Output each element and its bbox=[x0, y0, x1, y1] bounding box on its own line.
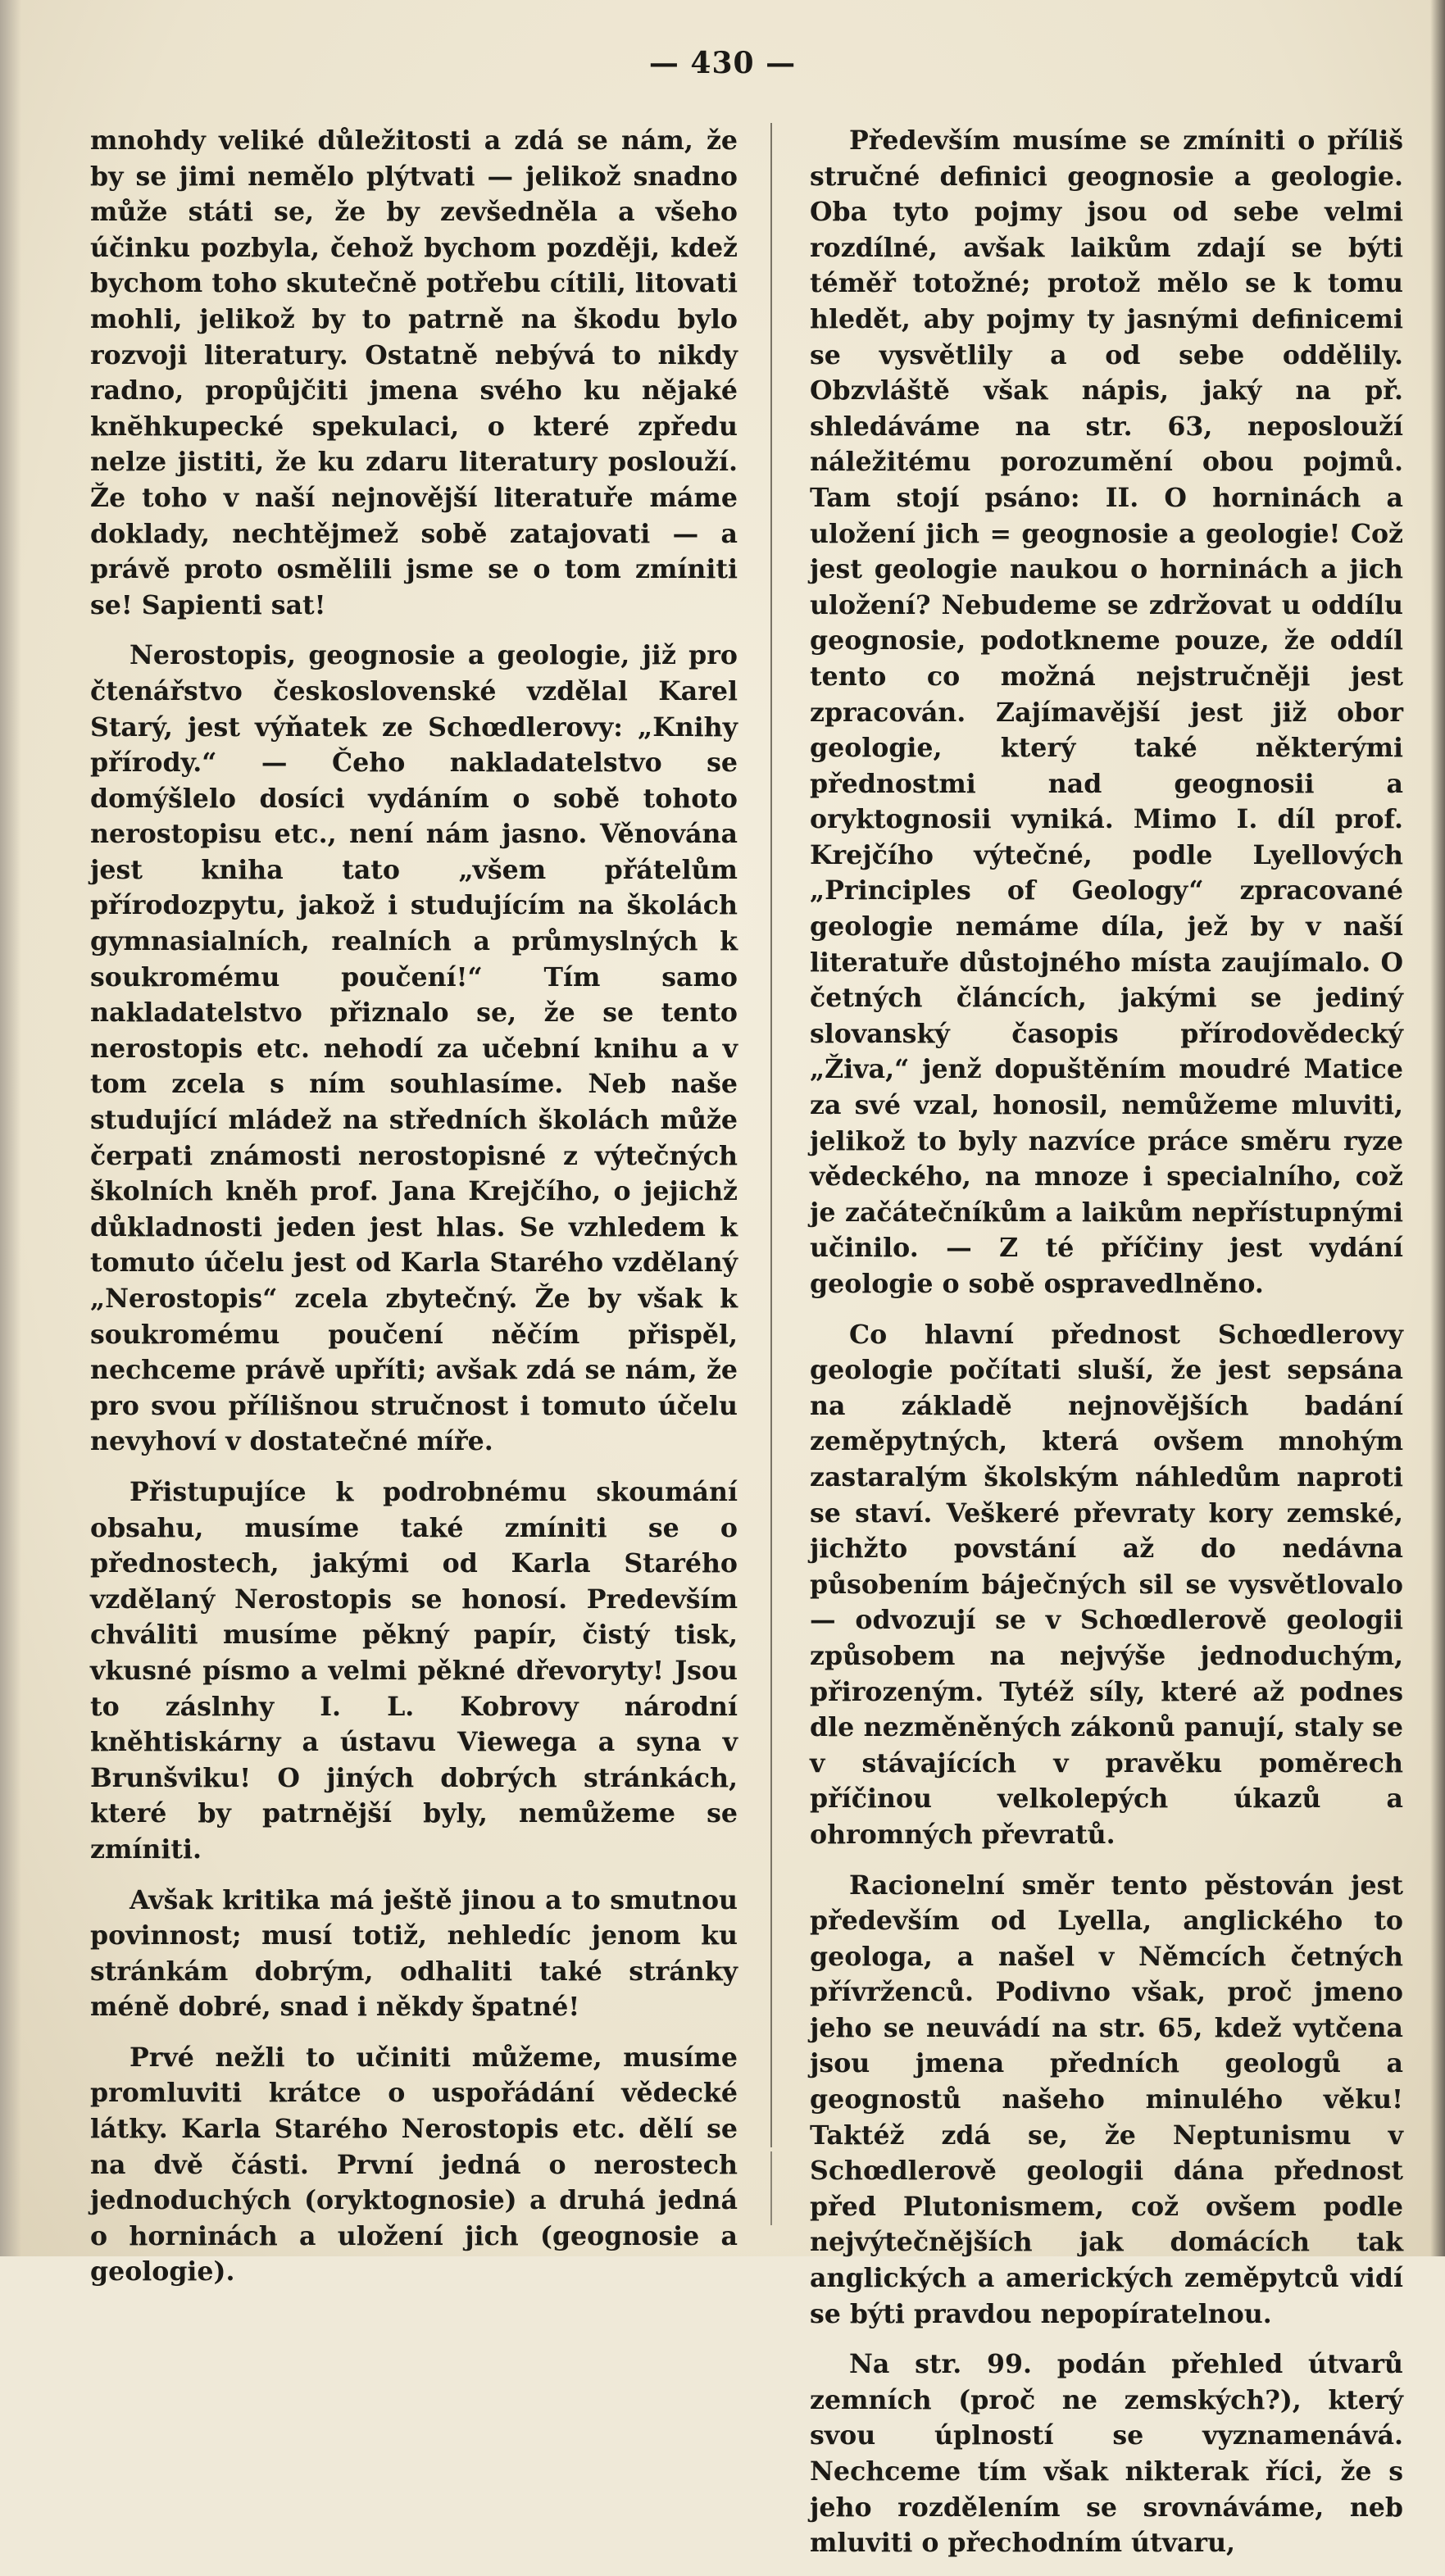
paragraph: Co hlavní přednost Schœdlerovy geologie počítati sluší, že jest sepsána na základě nejnovějších badání zeměpytných, která ovšem mnohým zastaralým školským náhledům naproti se staví. Veškeré převraty kory zemské, jichžto povstání až do nedávna působením báječných sil se vysvětlovalo — odvozují se v Schœdlerově geologii způsobem na nejvýše jednoduchým, přirozeným. Tytéž síly, které až podnes dle nezměněných zákonů panují, staly se v stávajících v pravěku poměrech příčinou velkolepých úkazů a ohromných převratů. bbox=[810, 1319, 1403, 1850]
paragraph: Nerostopis, geognosie a geologie, již pro čtenářstvo československé vzdělal Karel Starý, jest výňatek ze Schœdlerovy: „Knihy přírody.“ — Čeho nakladatelstvo se domýšlelo dosíci vydáním o sobě tohoto nerostopisu etc., není nám jasno. Věnována jest kniha tato „všem přátelům přírodozpytu, jakož i studujícím na školách gymnasialních, realních a průmyslných k soukromému poučení!“ Tím samo nakladatelstvo přiznalo se, že se tento nerostopis etc. nehodí za učební knihu a v tom zcela s ním souhlasíme. Neb naše studující mládež na středních školách může čerpati známosti nerostopisné z výtečných školních kněh prof. Jana Krejčího, o jejichž důkladnosti jeden jest hlas. Se vzhledem k tomuto účelu jest od Karla Starého vzdělaný „Nerostopis“ zcela zbytečný. Že by však k soukromému poučení něčím přispěl, nechceme právě upříti; avšak zdá se nám, že pro svou přílišnou stručnost i tomuto účelu nevyhoví v dostatečné míře. bbox=[90, 640, 738, 1457]
column-divider-lower bbox=[770, 2151, 772, 2225]
page-right-edge bbox=[1430, 0, 1445, 2256]
paragraph: Přistupujíce k podrobnému skoumání obsahu, musíme také zmíniti se o přednostech, jakými od Karla Starého vzdělaný Nerostopis se honosí. Predevším chváliti musíme pěkný papír, čistý tisk, vkusné písmo a velmi pěkné dřevoryty! Jsou to záslnhy I. L. Kobrovy národní kněhtiskárny a ústavu Viewega a syna v Brunšviku! O jiných dobrých stránkách, které by patrnější byly, nemůžeme se zmíniti. bbox=[90, 1476, 738, 1865]
left-column bbox=[90, 123, 738, 2305]
paragraph: Racionelní směr tento pěstován jest především od Lyella, anglického to geologa, a našel v Němcích četných přívrženců. Podivno však, proč jmeno jeho se neuvádí na str. 65, kdež vytčena jsou jmena předních geologů a geognostů našeho minulého věku! Taktéž zdá se, že Neptunismu v Schœdlerově geologii dána přednost před Plutonismem, což ovšem podle nejvýtečnějších jak domácích tak anglických a amerických zeměpytců vidí se býti pravdou nepopíratelnou. bbox=[810, 1870, 1403, 2329]
page-number: — 430 — bbox=[648, 46, 797, 80]
paragraph: mnohdy veliké důležitosti a zdá se nám, že by se jimi nemělo plýtvati — jelikož snadno může státi se, že by zevšedněla a všeho účinku pozbyla, čehož bychom později, kdež bychom toho skutečně potřebu cítili, litovati mohli, jelikož by to patrně na škodu bylo rozvoji literatury. Ostatně nebývá to nikdy radno, propůjčiti jmena svého ku nějaké knĕhkupecké spekulaci, o které zpředu nelze jistiti, že ku zdaru literatury poslouží. Že toho v naší nejnovější literatuře máme doklady, nechtějmež sobě zatajovati — a právě proto osmělili jsme se o tom zmíniti se! Sapienti sat! bbox=[90, 125, 738, 620]
paragraph: Především musíme se zmíniti o příliš stručné definici geognosie a geologie. Oba tyto pojmy jsou od sebe velmi rozdílné, avšak laikům zdají se býti téměř totožné; protož mělo se k tomu hledět, aby pojmy ty jasnými definicemi se vysvětlily a od sebe oddělily. Obzvláště však nápis, jaký na př. shledáváme na str. 63, neposlouží náležitému porozumění obou pojmů. Tam stojí psáno: II. O horninách a uložení jich = geognosie a geologie! Což jest geologie naukou o horninách a jich uložení? Nebudeme se zdržovat u oddílu geognosie, podotkneme pouze, že oddíl tento co možná nejstručněji jest zpracován. Zajímavější jest již obor geologie, který také některými přednostmi nad geognosii a oryktognosii vyniká. Mimo I. díl prof. Krejčího výtečné, podle Lyellových „Principles of Geology“ zpracované geologie nemáme díla, jež by v naší literatuře důstojného místa zaujímalo. O četných článcích, jakými se jediný slovanský časopis přírodovědecký „Živa,“ jenž dopuštěním moudré Matice za své vzal, honosil, nemůžeme mluviti, jelikož to byly nazvíce práce směru ryze vědeckého, na mnoze i specialního, což je začátečníkům a laikům nepřístupnými učinilo. — Z té příčiny jest vydání geologie o sobě ospravedlněno. bbox=[810, 125, 1403, 1299]
paragraph: Na str. 99. podán přehled útvarů zemních (proč ne zemských?), který svou úplností se vyznamenává. Nechceme tím však nikterak říci, že s jeho rozdělením se srovnáváme, neb mluviti o přechodním útvaru, bbox=[810, 2349, 1403, 2559]
paragraph: Avšak kritika má ještě jinou a to smutnou povinnost; musí totiž, nehledíc jenom ku stránkám dobrým, odhaliti také stránky méně dobré, snad i někdy špatné! bbox=[90, 1884, 738, 2023]
paragraph: Prvé nežli to učiniti můžeme, musíme promluviti krátce o uspořádání vědecké látky. Karla Starého Nerostopis etc. dělí se na dvě části. První jedná o nerostech jednoduchých (oryktognosie) a druhá jedná o horninách a uložení jich (geognosie a geologie). bbox=[90, 2042, 738, 2288]
right-column bbox=[810, 123, 1403, 2576]
page-left-edge bbox=[0, 0, 21, 2256]
column-divider bbox=[770, 123, 772, 2147]
